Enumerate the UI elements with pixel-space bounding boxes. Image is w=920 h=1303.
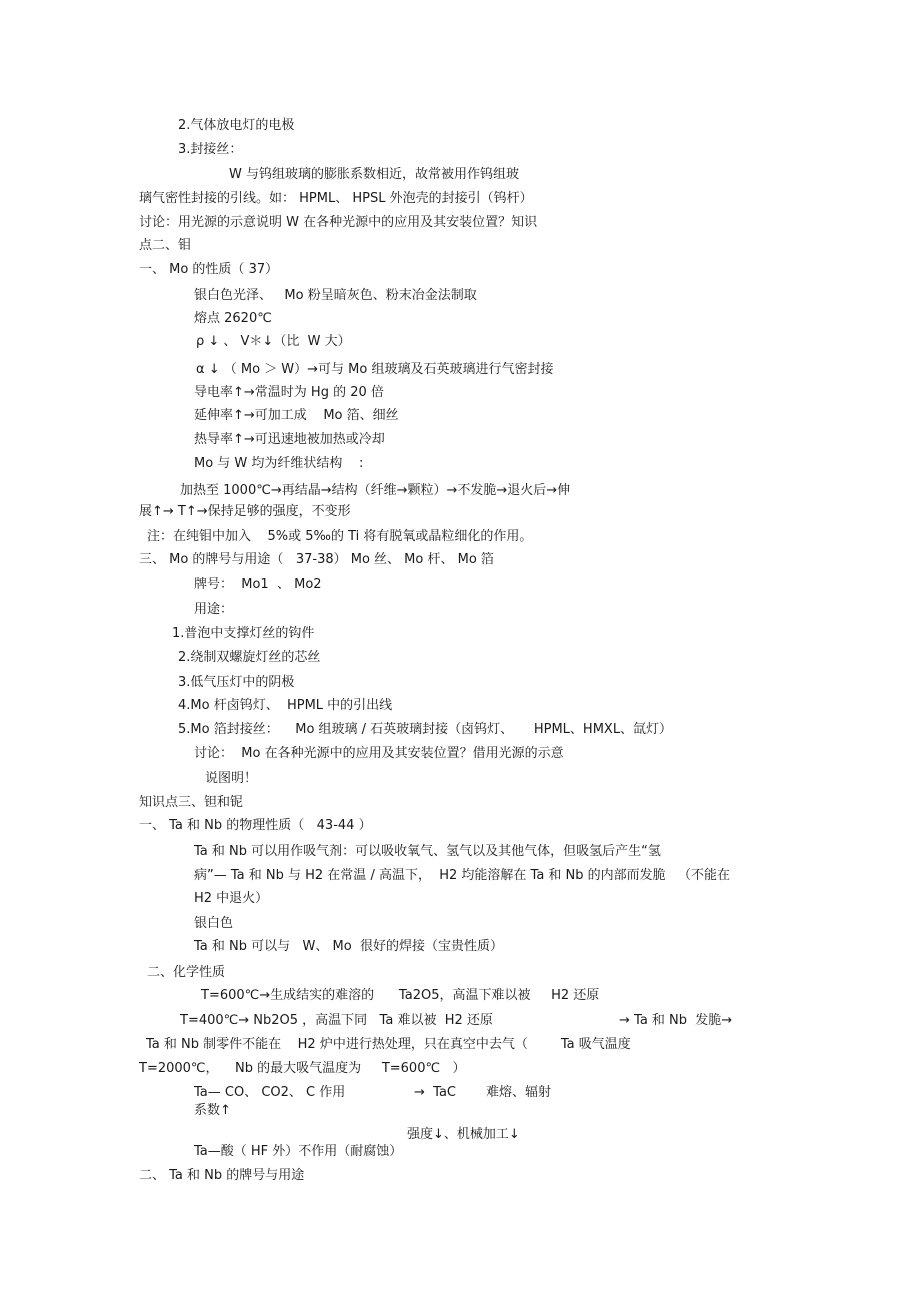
text-line: H2 中退火） [194, 891, 269, 906]
list-item: 4.Mo 杆卤钨灯、 HPML 中的引出线 [178, 698, 393, 713]
text-line: α ↓ （ Mo ＞ W）→可与 Mo 组玻璃及石英玻璃进行气密封接 [196, 362, 554, 377]
section-heading: 二、化学性质 [147, 965, 226, 980]
text-line: 熔点 2620℃ [194, 311, 272, 326]
text-line: W 与钨组玻璃的膨胀系数相近，故常被用作钨组玻 [229, 167, 519, 182]
text-line: 讨论：用光源的示意说明 W 在各种光源中的应用及其安装位置？知识 [139, 215, 538, 230]
text-line: 讨论： Mo 在各种光源中的应用及其安装位置？借用光源的示意 [194, 746, 564, 761]
note-line: 注：在纯钼中加入 5%或 5‰的 Ti 将有脱氧或晶粒细化的作用。 [147, 529, 533, 544]
text-line: 加热至 1000℃→再结晶→结构（纤维→颗粒）→不发脆→退火后→伸 [180, 483, 571, 498]
section-heading: 三、 Mo 的牌号与用途（ 37-38） Mo 丝、 Mo 杆、 Mo 箔 [139, 552, 494, 567]
text-line: 银白色光泽、 Mo 粉呈暗灰色、粉末冶金法制取 [194, 288, 477, 303]
text-line: → Ta 和 Nb 发脆→ [619, 1013, 733, 1028]
text-line: Ta— CO、 CO2、 C 作用 [194, 1085, 346, 1100]
text-line: Ta 和 Nb 可以与 W、 Mo 很好的焊接（宝贵性质） [194, 939, 503, 954]
text-line: 说图明！ [205, 771, 258, 786]
text-line: Ta 和 Nb 可以用作吸气剂：可以吸收氧气、氢气以及其他气体，但吸氢后产生“氢 [194, 844, 661, 859]
section-heading: 二、 Ta 和 Nb 的牌号与用途 [139, 1168, 305, 1183]
text-line: 2.气体放电灯的电极 [178, 118, 295, 133]
section-heading: 知识点三、钽和铌 [139, 795, 244, 810]
list-item: 5.Mo 箔封接丝： Mo 组玻璃 / 石英玻璃封接（卤钨灯、 HPML、HMXL、氙灯） [178, 722, 673, 737]
text-line: 延伸率↑→可加工成 Mo 箔、细丝 [194, 408, 399, 423]
text-line: → TaC [414, 1085, 456, 1100]
text-line: 系数↑ [194, 1103, 231, 1118]
text-line: Ta 和 Nb 制零件不能在 H2 炉中进行热处理，只在真空中去气（ Ta 吸气温度 [146, 1037, 631, 1052]
text-line: 银白色 [194, 916, 234, 931]
text-line: 3.封接丝： [178, 142, 243, 157]
text-line: ρ ↓ 、 V＊↓（比 W 大） [196, 334, 351, 349]
section-heading: 一、 Mo 的性质（ 37） [139, 262, 279, 277]
text-line: 展↑→ T↑→保持足够的强度，不变形 [139, 504, 351, 519]
text-line: T=400℃→ Nb2O5 ，高温下同 Ta 难以被 H2 还原 [180, 1013, 493, 1028]
text-line: 热导率↑→可迅速地被加热或冷却 [194, 432, 385, 447]
list-item: 2.绕制双螺旋灯丝的芯丝 [178, 650, 321, 665]
text-line: 病”— Ta 和 Nb 与 H2 在常温 / 高温下， H2 均能溶解在 Ta 和 Nb 的内部而发脆 （不能在 [194, 868, 731, 883]
text-line: 难熔、辐射 [486, 1085, 552, 1100]
text-line: Mo 与 W 均为纤维状结构 : [194, 456, 364, 471]
text-line: Ta—酸（ HF 外）不作用（耐腐蚀） [194, 1144, 403, 1159]
list-item: 3.低气压灯中的阴极 [178, 675, 295, 690]
text-line: T=600℃→生成结实的难溶的 Ta2O5，高温下难以被 H2 还原 [201, 988, 600, 1003]
text-line: 璃气密性封接的引线。如： HPML、 HPSL 外泡壳的封接引（钨杆） [139, 191, 533, 206]
text-line: T=2000℃， Nb 的最大吸气温度为 T=600℃ ） [139, 1061, 466, 1076]
text-line: 点二、钼 [139, 238, 192, 253]
text-line: 强度↓、机械加工↓ [407, 1127, 520, 1142]
text-line: 牌号： Mo1 、 Mo2 [194, 577, 322, 592]
section-heading: 一、 Ta 和 Nb 的物理性质（ 43-44 ） [139, 818, 372, 833]
text-line: 导电率↑→常温时为 Hg 的 20 倍 [194, 385, 384, 400]
text-line: 用途： [194, 602, 234, 617]
list-item: 1.普泡中支撑灯丝的钩件 [172, 626, 315, 641]
